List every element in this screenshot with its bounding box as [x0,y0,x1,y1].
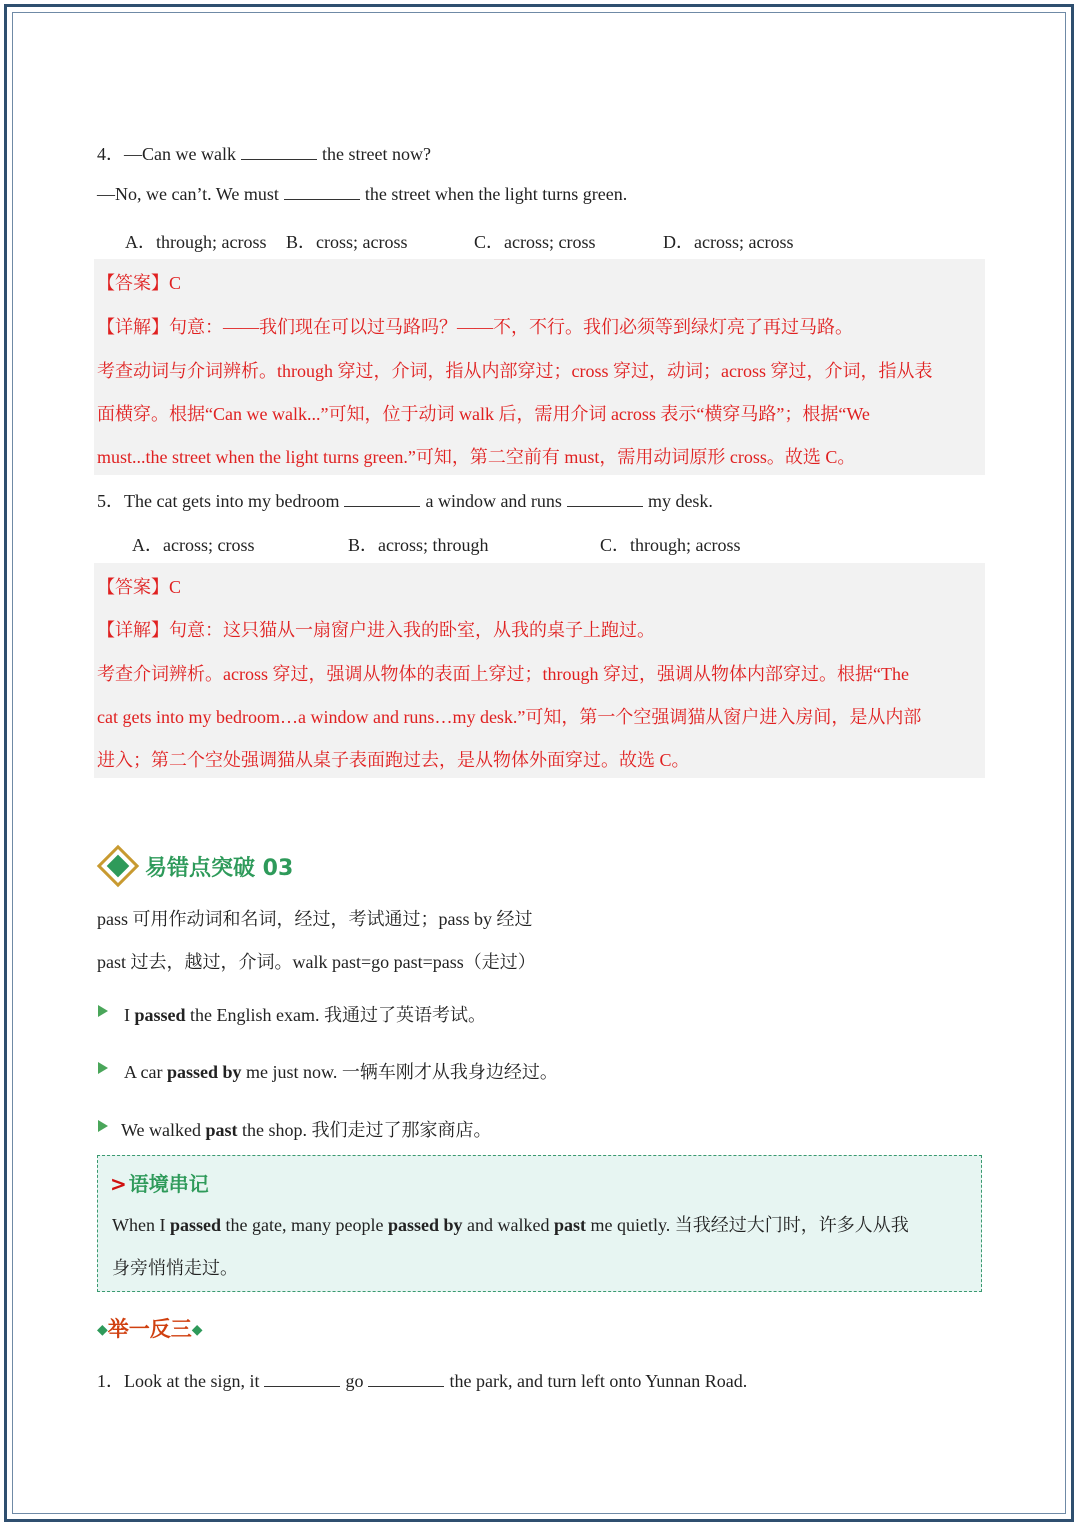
blank [344,492,420,507]
triangle-bullet-icon [98,1120,108,1132]
chevron-right-icon: > [110,1172,127,1196]
triangle-bullet-icon [98,1005,108,1017]
q5-option-c: C．through; across [600,535,741,555]
triangle-bullet-icon [98,1062,108,1074]
practice-question-1: 1．Look at the sign, it go the park, and turn left onto Yunnan Road. [97,1371,748,1391]
context-title: > 语境串记 [110,1172,209,1196]
q4-option-a: A．through; across [125,232,267,252]
q4-text-b: the street now? [321,144,431,164]
section-heading [97,848,293,884]
q4-text-c: —No, we can’t. We must [97,184,279,204]
diamond-icon [97,845,139,887]
q4-option-b: B．cross; across [286,232,408,252]
q5-option-b: B．across; through [348,535,489,555]
q5-detail-line: 进入；第二个空处强调猫从桌子表面跑过去，是从物体外面穿过。故选 C。 [97,750,690,770]
q4-text-a: 4．—Can we walk [97,144,236,164]
q4-detail-line: must...the street when the light turns green.”可知，第二空前有 must，需用动词原形 cross。故选 C。 [97,447,856,467]
context-line-2: 身旁悄悄走过。 [112,1258,238,1278]
q5-detail-line: 考查介词辨析。across 穿过，强调从物体的表面上穿过；through 穿过，强调从物体内部穿过。根据“The [97,664,909,684]
blank [284,185,360,200]
question-4-line-1 [97,140,431,166]
question-4-line-2 [97,184,627,205]
q4-text-d: the street when the light turns green. [364,184,628,204]
q5-text-c: my desk. [647,491,713,511]
context-line-1: When I passed the gate, many people passed by and walked past me quietly. 当我经过大门时，许多人从我 [112,1215,909,1235]
section-line-2: past 过去，越过，介词。walk past=go past=pass（走过） [97,952,536,972]
example-2: A car passed by me just now. 一辆车刚才从我身边经过。 [124,1062,558,1082]
blank [241,145,317,160]
q4-option-c: C．across; cross [474,232,596,252]
q5-option-a: A．across; cross [132,535,255,555]
q5-answer: 【答案】C [97,577,182,597]
q4-detail-line: 【详解】句意：——我们现在可以过马路吗？——不，不行。我们必须等到绿灯亮了再过马路。 [97,317,853,337]
practice-title: ◆举一反三◆ [97,1317,203,1341]
q5-text-a: 5．The cat gets into my bedroom [97,491,340,511]
question-5-line-1 [97,487,713,513]
context-memory-box [97,1155,982,1292]
q5-detail-line: cat gets into my bedroom…a window and runs…my desk.”可知，第一个空强调猫从窗户进入房间，是从内部 [97,707,922,727]
q4-detail-line: 考查动词与介词辨析。through 穿过，介词，指从内部穿过；cross 穿过，动词；across 穿过，介词，指从表 [97,361,933,381]
section-line-1: pass 可用作动词和名词，经过，考试通过；pass by 经过 [97,909,533,929]
q4-detail-line: 面横穿。根据“Can we walk...”可知，位于动词 walk 后，需用介词 across 表示“横穿马路”；根据“We [97,404,870,424]
diamond-icon: ◆ [191,1322,203,1338]
q5-detail-line: 【详解】句意：这只猫从一扇窗户进入我的卧室，从我的桌子上跑过。 [97,620,655,640]
blank [567,492,643,507]
example-1: I passed the English exam. 我通过了英语考试。 [124,1005,487,1025]
q4-option-d: D．across; across [663,232,794,252]
blank [368,1372,444,1387]
blank [264,1372,340,1387]
q5-text-b: a window and runs [425,491,562,511]
q4-answer: 【答案】C [97,273,182,293]
example-3: We walked past the shop. 我们走过了那家商店。 [121,1120,492,1140]
section-title: 易错点突破 03 [145,855,294,881]
diamond-icon: ◆ [97,1322,108,1338]
